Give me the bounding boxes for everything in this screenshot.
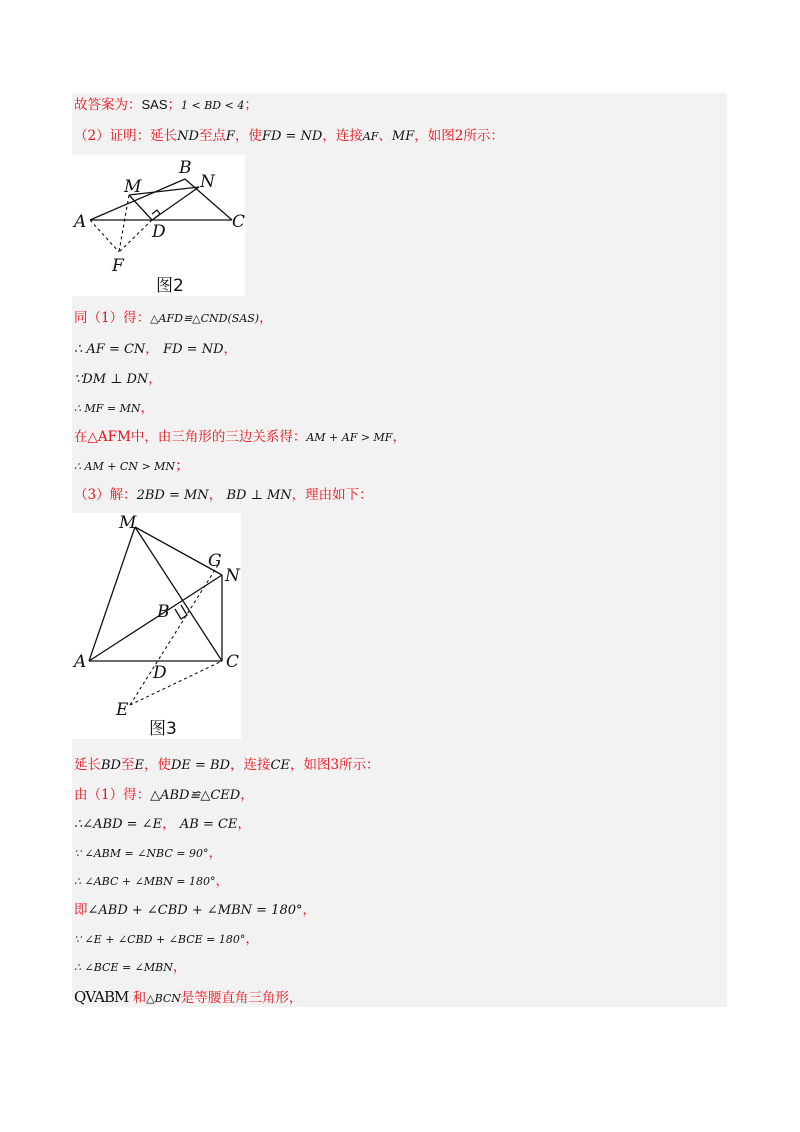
label-C: C	[232, 212, 245, 232]
text: ，	[245, 931, 259, 947]
label-A: A	[74, 212, 87, 232]
text: 同（1）得：	[74, 310, 151, 326]
text: 在△AFM中，由三角形的三边关系得：	[74, 429, 307, 445]
math: ∴ AF = CN	[74, 342, 146, 357]
text: ，	[148, 371, 162, 387]
seg-AF	[90, 220, 119, 252]
text: （3）解：	[74, 487, 137, 503]
math: CE	[270, 758, 290, 773]
extend-bd-line	[74, 754, 380, 776]
text: 、	[378, 128, 392, 144]
triangle-angle-sum-line	[74, 928, 259, 950]
text: ，理由如下：	[291, 487, 373, 503]
label-A: A	[74, 652, 87, 672]
proof2-intro	[74, 125, 504, 147]
math: QVABM	[74, 988, 129, 1006]
math: ∴ ∠BCE = ∠MBN	[74, 961, 173, 974]
answer-range: 1 < BD < 4	[181, 99, 245, 112]
math: △AFD≌△CND(SAS)	[150, 312, 260, 325]
math: ND	[177, 129, 199, 144]
text: （2）证明：延长	[74, 128, 178, 144]
bce-mbn-line	[74, 956, 186, 978]
math: DE = BD	[170, 758, 231, 773]
text: ，	[208, 487, 223, 503]
text: 是等腰直角三角形，	[180, 990, 303, 1006]
label-B: B	[157, 602, 170, 622]
seg-MF	[119, 195, 129, 252]
label-B: B	[179, 158, 192, 178]
text: ，使	[143, 757, 171, 773]
text: 至点	[198, 128, 226, 144]
math: ∴ AM + CN > MN	[74, 460, 176, 473]
seg-MC	[135, 527, 222, 661]
math: ∵ ∠E + ∠CBD + ∠BCE = 180°	[74, 933, 246, 946]
label-G: G	[208, 551, 222, 571]
text: ，	[162, 816, 176, 832]
math: FD = ND	[261, 129, 323, 144]
math: AF	[362, 130, 379, 143]
figure-3-diagram	[72, 513, 241, 739]
figure-2-caption: 图2	[156, 276, 184, 296]
text: ，	[223, 341, 237, 357]
triangle-inequality-line	[74, 426, 406, 448]
congruence3-line	[74, 784, 254, 806]
text: ，使	[234, 128, 262, 144]
answer-label: 故答案为：	[74, 97, 142, 113]
text: ，	[208, 845, 222, 861]
text: ，	[215, 873, 229, 889]
math: F	[225, 129, 235, 144]
conclusion2-line	[74, 455, 189, 477]
text: ，如图2所示：	[414, 128, 504, 144]
mf-mn-line	[74, 397, 154, 419]
label-C: C	[226, 652, 240, 672]
isosceles-line	[74, 986, 302, 1008]
math: △ABD≌△CED	[150, 788, 241, 803]
math: AB = CE	[179, 817, 238, 832]
figure-2	[72, 155, 245, 296]
label-M: M	[124, 177, 142, 197]
math: △BCN	[146, 992, 181, 1005]
label-D: D	[152, 222, 166, 242]
label-N: N	[200, 172, 215, 192]
answer-sas: SAS	[141, 97, 168, 112]
figure-3-caption: 图3	[149, 719, 177, 739]
text: ，	[392, 429, 406, 445]
label-N: N	[225, 566, 240, 586]
figure-2-diagram	[72, 155, 245, 296]
supplementary-line	[74, 870, 229, 892]
equal-sides-line	[74, 338, 237, 360]
seg-AM	[89, 527, 135, 661]
figure-3	[72, 513, 241, 739]
text: ，	[237, 816, 251, 832]
solution3-intro	[74, 484, 373, 506]
congruence-line	[74, 307, 273, 329]
text: 由（1）得：	[74, 787, 151, 803]
math: FD = ND	[163, 342, 224, 357]
text: 延长	[74, 757, 101, 773]
text: ；	[175, 458, 189, 474]
semicolon: ；	[244, 97, 258, 113]
label-F: F	[112, 256, 124, 276]
right-angle-mark	[152, 210, 160, 218]
label-M: M	[119, 513, 137, 533]
seg-AN	[89, 575, 222, 661]
text: ，	[259, 310, 273, 326]
semicolon: ；	[167, 97, 182, 113]
label-E: E	[116, 700, 129, 720]
angle-equal-line	[74, 813, 251, 835]
text: ，连接	[322, 128, 363, 144]
math: ∠ABD + ∠CBD + ∠MBN = 180°	[87, 903, 303, 918]
text: ，	[145, 341, 159, 357]
math: BD ⊥ MN	[226, 488, 292, 503]
math: ∴∠ABD = ∠E	[74, 817, 163, 832]
answer-line	[74, 94, 258, 116]
angle-sum-line	[74, 899, 316, 921]
text: 和	[132, 990, 147, 1006]
math: ∵ ∠ABM = ∠NBC = 90°	[74, 847, 209, 860]
text: 至	[120, 757, 135, 773]
text: 即	[74, 902, 88, 918]
math: ∴ ∠ABC + ∠MBN = 180°	[74, 875, 216, 888]
math: ∴ MF = MN	[74, 402, 141, 415]
text: ，	[302, 902, 316, 918]
text: ，	[172, 959, 187, 975]
perpendicular-line	[74, 368, 162, 390]
math: AM + AF > MF	[306, 431, 393, 444]
math: BD	[101, 758, 121, 773]
math: ∵DM ⊥ DN	[74, 372, 149, 387]
math: MF	[391, 129, 415, 144]
math: 2BD = MN	[136, 488, 209, 503]
text: ，	[140, 400, 154, 416]
label-D: D	[153, 663, 167, 683]
text: ，	[240, 787, 254, 803]
text: ，连接	[230, 757, 271, 773]
math: E	[134, 758, 144, 773]
right-angles-line	[74, 842, 222, 864]
text: ，如图3所示：	[289, 757, 380, 773]
